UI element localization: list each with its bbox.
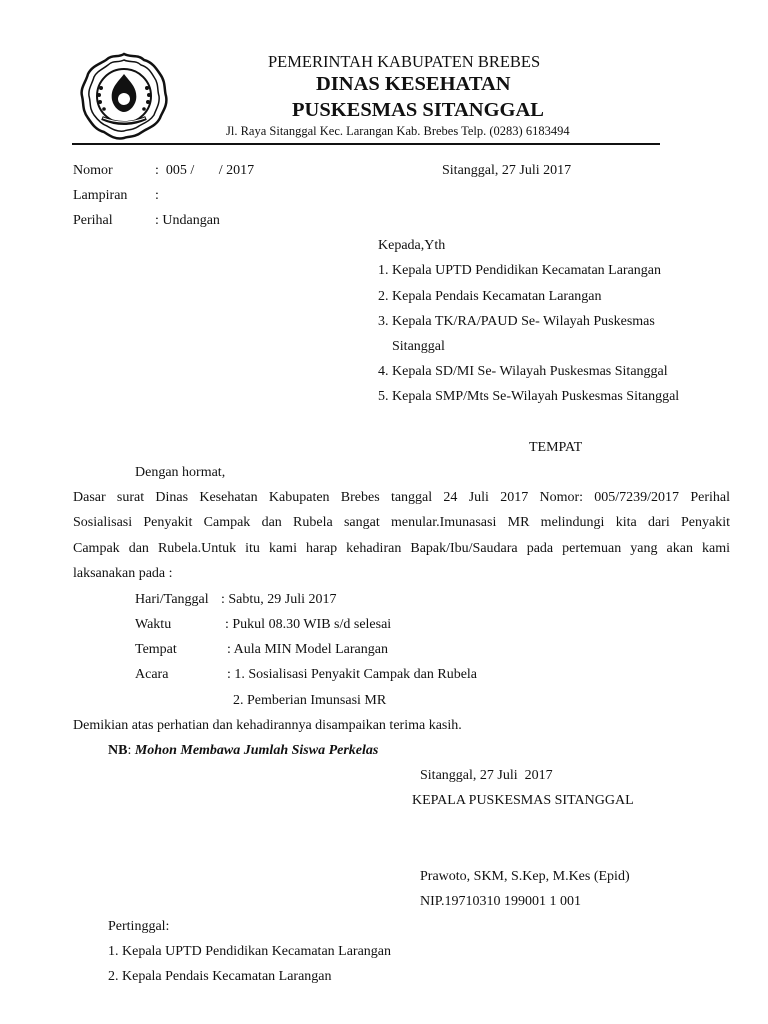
tempat-label: Tempat (135, 642, 177, 657)
paragraph-line: Campak dan Rubela.Untuk itu kami harap kehadiran Bapak/Ibu/Saudara pada pertemuan yang akan kami (73, 540, 730, 556)
acara-value-1: : 1. Sosialisasi Penyakit Campak dan Rubela (227, 667, 478, 682)
recipient-item: 1. Kepala UPTD Pendidikan Kecamatan Larangan (378, 263, 662, 278)
body-paragraph (73, 485, 730, 586)
letterhead-address: Jl. Raya Sitanggal Kec. Larangan Kab. Brebes Telp. (0283) 6183494 (226, 124, 570, 138)
nomor-label: Nomor (73, 163, 113, 178)
recipients-heading: Kepada,Yth (378, 238, 446, 253)
recipient-item: 5. Kepala SMP/Mts Se-Wilayah Puskesmas Sitanggal (378, 389, 680, 404)
recipients-place: TEMPAT (529, 440, 583, 455)
hari-label: Hari/Tanggal (135, 592, 209, 607)
letterhead-divider (72, 143, 660, 145)
nb-label: NB (108, 743, 128, 758)
cc-item: 2. Kepala Pendais Kecamatan Larangan (108, 969, 332, 984)
nb-note (108, 742, 378, 760)
recipient-item: 4. Kepala SD/MI Se- Wilayah Puskesmas Sitanggal (378, 364, 668, 379)
paragraph-line: laksanakan pada : (73, 565, 173, 581)
lampiran-label: Lampiran (73, 188, 128, 203)
regency-seal-icon (76, 48, 172, 144)
signature-place-date: Sitanggal, 27 Juli 2017 (420, 768, 553, 783)
acara-label: Acara (135, 667, 169, 682)
signature-nip: NIP.19710310 199001 1 001 (420, 894, 582, 909)
letterhead-office: DINAS KESEHATAN (316, 73, 511, 95)
letter-date: Sitanggal, 27 Juli 2017 (442, 163, 572, 178)
greeting: Dengan hormat, (135, 465, 226, 480)
nomor-value: : 005 / / 2017 (155, 163, 255, 178)
paragraph-line: Dasar surat Dinas Kesehatan Kabupaten Brebes tanggal 24 Juli 2017 Nomor: 005/7239/2017 Perihal (73, 490, 730, 505)
nb-colon: : (127, 743, 135, 758)
cc-heading: Pertinggal: (108, 919, 170, 934)
letterhead-clinic: PUSKESMAS SITANGGAL (292, 99, 544, 121)
waktu-label: Waktu (135, 617, 172, 632)
signature-position: KEPALA PUSKESMAS SITANGGAL (412, 793, 634, 808)
waktu-value: : Pukul 08.30 WIB s/d selesai (225, 617, 392, 632)
cc-item: 1. Kepala UPTD Pendidikan Kecamatan Larangan (108, 944, 392, 959)
recipient-item: 2. Kepala Pendais Kecamatan Larangan (378, 289, 602, 304)
lampiran-value: : (155, 188, 159, 203)
closing-text: Demikian atas perhatian dan kehadirannya disampaikan terima kasih. (73, 718, 462, 733)
nb-text: Mohon Membawa Jumlah Siswa Perkelas (134, 743, 379, 758)
letterhead-government: PEMERINTAH KABUPATEN BREBES (268, 52, 541, 71)
acara-value-2: 2. Pemberian Imunsasi MR (233, 693, 387, 708)
recipient-item-continuation: Sitanggal (392, 339, 445, 354)
hari-value: : Sabtu, 29 Juli 2017 (221, 592, 337, 607)
recipient-item: 3. Kepala TK/RA/PAUD Se- Wilayah Puskesmas (378, 314, 655, 329)
perihal-value: : Undangan (155, 213, 220, 228)
signature-name: Prawoto, SKM, S.Kep, M.Kes (Epid) (420, 869, 630, 884)
paragraph-line: Sosialisasi Penyakit Campak dan Rubela sangat menular.Imunasasi MR melindungi kita dari Penyakit (73, 515, 730, 531)
tempat-value: : Aula MIN Model Larangan (227, 642, 388, 657)
perihal-label: Perihal (73, 213, 113, 228)
